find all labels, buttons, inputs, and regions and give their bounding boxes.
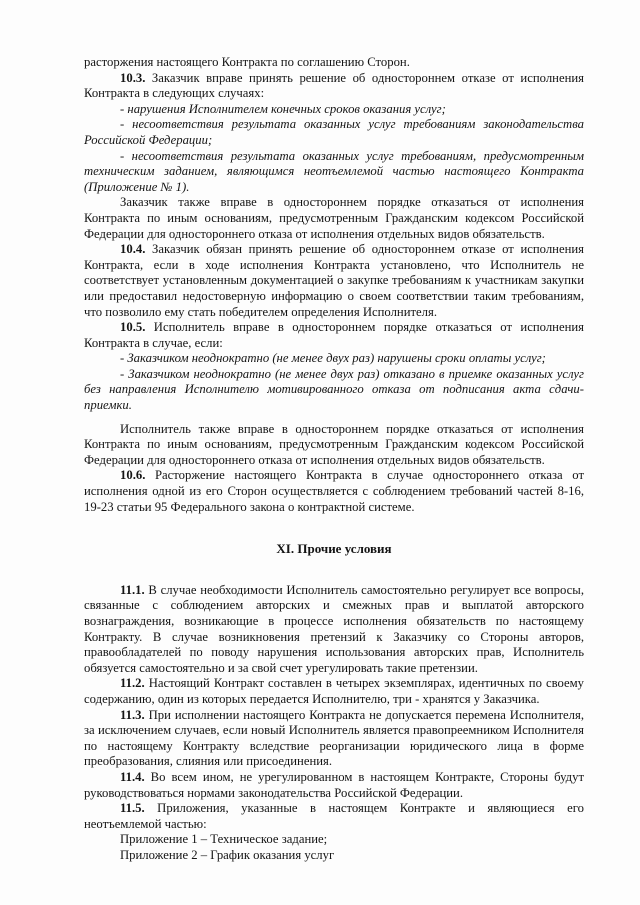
clause-text: Расторжение настоящего Контракта в случае одностороннего отказа от исполнения одной из его Сторон осуществляется с соблюдением требований частей 8-16, 19-23 статьи 95 Федерального закона о контрактной системе.: [84, 468, 584, 514]
clause-number: 10.6.: [120, 468, 146, 483]
list-item: - Заказчиком неоднократно (не менее двух раз) отказано в приемке оказанных услуг без направления Исполнителю мотивированного отказа от подписания акта сдачи-приемки.: [84, 366, 584, 413]
clause-11-3: [84, 708, 584, 770]
clause-number: 11.2.: [120, 676, 145, 691]
clause-11-2: [84, 676, 584, 707]
clause-11-5: [84, 801, 584, 832]
paragraph: Заказчик также вправе в одностороннем порядке отказаться от исполнения Контракта по иным основаниям, предусмотренным Гражданским кодексом Российской Федерации для одностороннего отказа от исполнения отдельных видов обязательств.: [84, 195, 584, 241]
clause-number: 10.3.: [120, 70, 146, 85]
clause-10-4: [84, 242, 584, 320]
section-title: XI. Прочие условия: [276, 541, 392, 557]
clause-text: В случае необходимости Исполнитель самостоятельно регулирует все вопросы, связанные с соблюдением авторских и смежных прав и выплатой авторского вознаграждения, возникающие в процессе исполнения обязательств по настоящему Контракту. В случае возникновения претензий к Заказчику со Стороны авторов, правообладателей по поводу нарушения использования авторских прав, Исполнитель обязуется самостоятельно и за свой счет урегулировать такие претензии.: [84, 582, 584, 675]
spacer: [84, 414, 584, 422]
clause-number: 11.5.: [120, 801, 145, 816]
clause-number: 10.4.: [120, 242, 146, 257]
clause-11-4: [84, 770, 584, 801]
clause-number: 11.4.: [120, 769, 145, 784]
clause-text: Приложения, указанные в настоящем Контракте и являющиеся его неотъемлемой частью:: [84, 801, 584, 831]
list-item: - нарушения Исполнителем конечных сроков оказания услуг;: [120, 101, 446, 116]
clause-number: 11.3.: [120, 707, 145, 722]
clause-text: Заказчик обязан принять решение об одностороннем отказе от исполнения Контракта, если в ходе исполнения Контракта установлено, что Исполнитель не соответствует установленным документацией о закупке требованиям к участникам закупки или предоставил недостоверную информацию о своем соответствии таким требованиям, что позволило ему стать победителем определения Исполнителя.: [84, 242, 584, 319]
list-item: Приложение 1 – Техническое задание;: [120, 832, 328, 847]
clause-text: При исполнении настоящего Контракта не допускается перемена Исполнителя, за исключением случаев, если новый Исполнитель является правопреемником Исполнителя по настоящему Контракту вследствие реорганизации юридического лица в форме преобразования, слияния или присоединения.: [84, 707, 584, 769]
list-item: - несоответствия результата оказанных услуг требованиям, предусмотренным техническим заданием, являющимся неотъемлемой частью настоящего Контракта (Приложение № 1).: [84, 148, 584, 194]
paragraph: расторжения настоящего Контракта по соглашению Сторон.: [84, 55, 410, 69]
clause-11-1: [84, 583, 584, 677]
clause-number: 11.1.: [120, 582, 145, 597]
clause-10-3: [84, 71, 584, 102]
list-item: - несоответствия результата оказанных услуг требованиям законодательства Российской Федерации;: [84, 117, 584, 147]
paragraph: Исполнитель также вправе в одностороннем порядке отказаться от исполнения Контракта по иным основаниям, предусмотренным Гражданским кодексом Российской Федерации для одностороннего отказа от исполнения отдельных видов обязательств.: [84, 421, 584, 467]
clause-text: Во всем ином, не урегулированном в настоящем Контракте, Стороны будут руководствоваться нормами законодательства Российской Федерации.: [84, 769, 584, 800]
clause-text: Настоящий Контракт составлен в четырех экземплярах, идентичных по своему содержанию, один из которых передается Исполнителю, три - хранятся у Заказчика.: [84, 676, 584, 706]
clause-10-5: [84, 320, 584, 351]
list-item: Приложение 2 – График оказания услуг: [120, 847, 335, 862]
clause-text: Исполнитель вправе в одностороннем порядке отказаться от исполнения Контракта в случае, если:: [84, 320, 584, 350]
clause-text: Заказчик вправе принять решение об одностороннем отказе от исполнения Контракта в следующих случаях:: [84, 70, 584, 101]
clause-number: 10.5.: [120, 320, 146, 335]
list-item: - Заказчиком неоднократно (не менее двух раз) нарушены сроки оплаты услуг;: [120, 351, 546, 366]
clause-10-6: [84, 468, 584, 515]
